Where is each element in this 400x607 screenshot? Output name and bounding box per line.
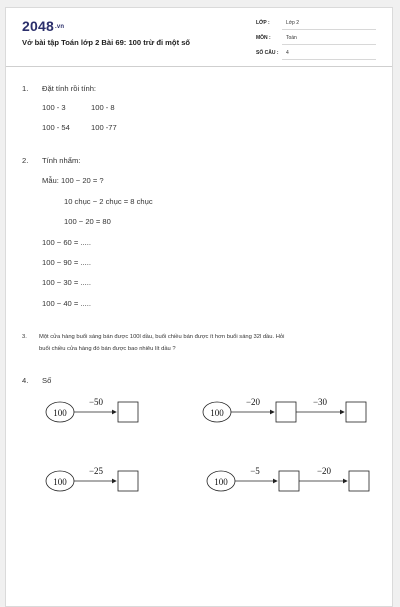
meta-value-class: Lớp 2 [286, 20, 300, 26]
header-divider [6, 66, 392, 67]
q2-item: 100 − 40 = ..... [42, 299, 91, 308]
q2-item: 100 − 90 = ..... [42, 258, 91, 267]
q1-number: 1. [22, 84, 29, 93]
q3-number: 3. [22, 334, 27, 340]
answer-box[interactable] [118, 471, 138, 491]
q4-diagrams [6, 388, 392, 518]
meta-value-subject: Toán [286, 35, 297, 41]
q4-number: 4. [22, 376, 29, 385]
document-title: Vở bài tập Toán lớp 2 Bài 69: 100 trừ đi một số [22, 38, 191, 47]
q3-text-line: Một cửa hàng buổi sáng bán được 100l dầu, buổi chiều bán được ít hơn buổi sáng 32l dầu. Hỏi [39, 334, 285, 340]
worksheet-page [5, 7, 393, 607]
operation-label: −5 [250, 466, 260, 476]
start-value: 100 [53, 477, 67, 487]
meta-divider [282, 59, 376, 60]
q1-item: 100 - 3 [42, 103, 66, 112]
q3-text-line: buổi chiều cửa hàng đó bán được bao nhiêu lít dầu ? [39, 346, 176, 352]
q4-prompt: Số [42, 376, 52, 385]
answer-box[interactable] [276, 402, 296, 422]
q4-chain-a [46, 397, 138, 422]
operation-label: −50 [88, 397, 104, 407]
q2-item: 100 − 60 = ..... [42, 238, 91, 247]
meta-label-subject: MÔN : [256, 35, 271, 41]
logo-main: 2048 [22, 18, 54, 34]
meta-value-count: 4 [286, 50, 289, 56]
meta-divider [282, 29, 376, 30]
q4-chain-b [203, 397, 366, 422]
q2-number: 2. [22, 156, 29, 165]
logo-suffix: .vn [54, 24, 65, 31]
q2-example-line: 10 chục − 2 chục = 8 chục [64, 197, 153, 206]
start-value: 100 [214, 477, 228, 487]
q1-item: 100 - 54 [42, 123, 70, 132]
q4-chain-c [46, 466, 138, 491]
q2-item: 100 − 30 = ..... [42, 278, 91, 287]
q2-example-label: Mẫu: 100 − 20 = ? [42, 176, 104, 185]
meta-label-class: LỚP : [256, 20, 270, 26]
q2-prompt: Tính nhẩm: [42, 156, 81, 165]
q1-prompt: Đặt tính rồi tính: [42, 84, 97, 93]
q1-item: 100 -77 [91, 123, 117, 132]
meta-divider [282, 44, 376, 45]
operation-label: −30 [312, 397, 328, 407]
start-value: 100 [53, 408, 67, 418]
site-logo[interactable] [22, 18, 64, 34]
q4-chain-d [207, 466, 369, 491]
answer-box[interactable] [346, 402, 366, 422]
q1-item: 100 - 8 [91, 103, 115, 112]
operation-label: −20 [245, 397, 261, 407]
operation-label: −25 [88, 466, 104, 476]
meta-label-count: SỐ CÂU : [256, 50, 279, 56]
answer-box[interactable] [279, 471, 299, 491]
answer-box[interactable] [118, 402, 138, 422]
q2-example-line: 100 − 20 = 80 [64, 217, 111, 226]
start-value: 100 [210, 408, 224, 418]
operation-label: −20 [316, 466, 332, 476]
answer-box[interactable] [349, 471, 369, 491]
